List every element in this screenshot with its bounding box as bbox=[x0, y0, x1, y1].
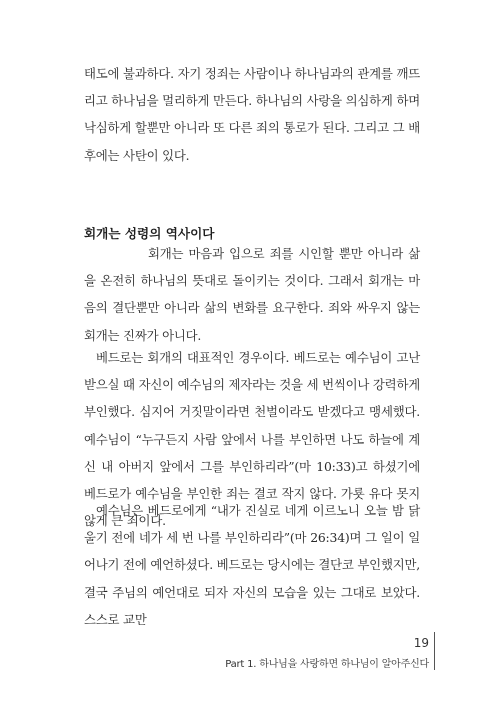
body-paragraph-3: 베드로는 회개의 대표적인 경우이다. 베드로는 예수님이 고난받으실 때 자신이 예수님의 제자라는 것을 세 번씩이나 강력하게 부인했다. 심지어 거짓말이라면 천벌이라도 받겠다고 맹세했다. 예수님이 “누구든지 사람 앞에서 나를 부인하면 나도 하늘에 계신 내 아버지 앞에서 그를 부인하리라”(마 10:33)고 하셨기에 베드로가 예수님을 부인한 죄는 결코 작지 않다. 가룟 유다 못지않게 큰 죄이다. bbox=[84, 350, 420, 529]
running-footer: Part 1. 하나님을 사랑하면 하나님이 알아주신다 bbox=[225, 659, 429, 670]
footer-divider bbox=[434, 632, 435, 670]
body-paragraph-1: 태도에 불과하다. 자기 정죄는 사람이나 하나님과의 관계를 깨뜨리고 하나님을 멀리하게 만든다. 하나님의 사랑을 의심하게 하며 낙심하게 할뿐만 아니라 또 다른 죄의 통로가 된다. 그리고 그 배후에는 사탄이 있다. bbox=[84, 66, 420, 163]
body-paragraph-4: 예수님은 베드로에게 “내가 진실로 네게 이르노니 오늘 밤 닭 울기 전에 네가 세 번 나를 부인하리라”(마 26:34)며 그 일이 일어나기 전에 예언하셨다. 베드로는 당시에는 결단코 부인했지만, 결국 주님의 예언대로 되자 자신의 모습을 있는 그대로 보았다. 스스로 교만 bbox=[84, 503, 420, 627]
page-number: 19 bbox=[413, 636, 429, 650]
section-heading: 회개는 성령의 역사이다 bbox=[84, 226, 215, 241]
body-paragraph-2: 회개는 마음과 입으로 죄를 시인할 뿐만 아니라 삶을 온전히 하나님의 뜻대로 돌이키는 것이다. 그래서 회개는 마음의 결단뿐만 아니라 삶의 변화를 요구한다. 죄와 싸우지 않는 회개는 진짜가 아니다. bbox=[84, 246, 420, 343]
